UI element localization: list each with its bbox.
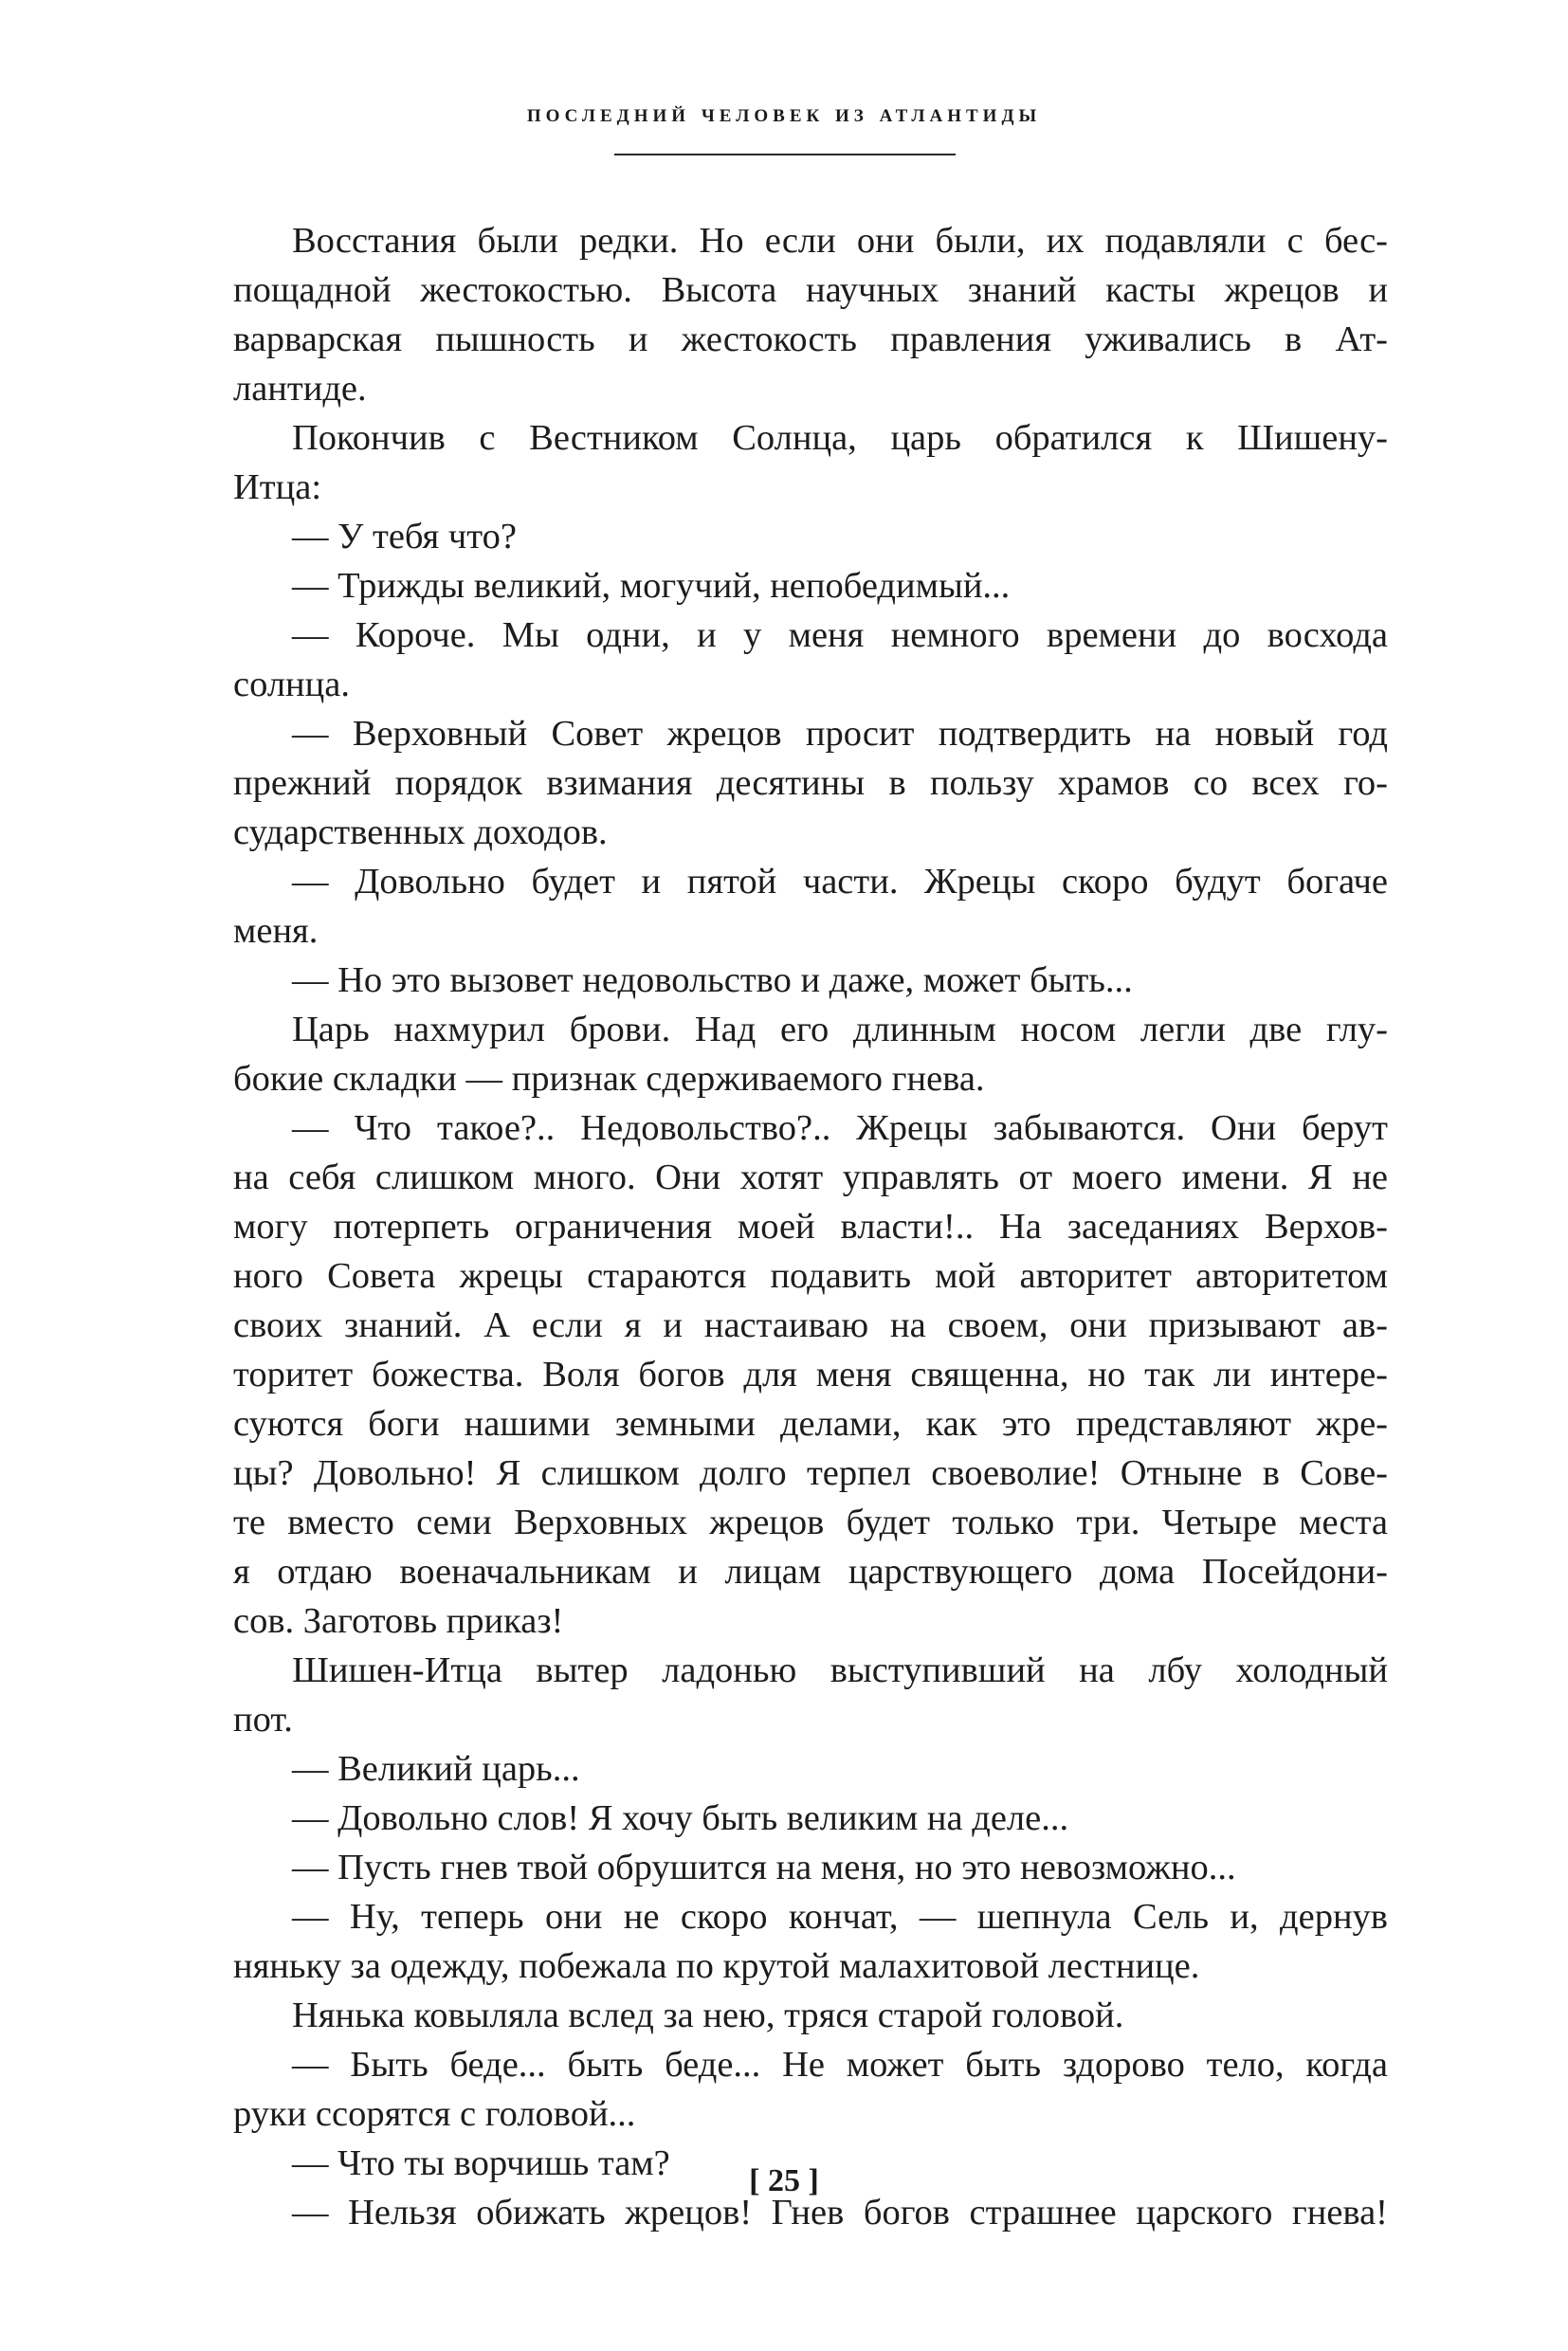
text-line: — Трижды великий, могучий, непобедимый... [292, 566, 1011, 606]
text-line: — Короче. Мы одни, и у меня немного времени до восхода [292, 615, 1388, 655]
text-line: няньку за одежду, побежала по крутой малахитовой лестнице. [233, 1946, 1200, 1986]
body-text [233, 216, 1388, 2237]
text-line: Нянька ковыляла вслед за нею, тряся старой головой. [292, 1996, 1124, 2035]
text-line: сов. Заготовь приказ! [233, 1601, 564, 1641]
text-line: — Ну, теперь они не скоро кончат, — шепнула Сель и, дернув [292, 1897, 1388, 1937]
text-line: солнца. [233, 665, 350, 704]
text-line: варварская пышность и жестокость правления уживались в Ат- [233, 319, 1388, 359]
text-line: ного Совета жрецы стараются подавить мой авторитет авторитетом [233, 1256, 1388, 1296]
text-line: — Пусть гнев твой обрушится на меня, но это невозможно... [292, 1848, 1236, 1887]
text-line: лантиде. [233, 369, 367, 409]
text-line: на себя слишком много. Они хотят управлять от моего имени. Я не [233, 1157, 1388, 1197]
text-line: — Довольно слов! Я хочу быть великим на деле... [292, 1798, 1069, 1838]
text-line: пот. [233, 1700, 293, 1740]
text-line: — Верховный Совет жрецов просит подтвердить на новый год [292, 714, 1388, 754]
text-line: руки ссорятся с головой... [233, 2094, 636, 2134]
text-line: — У тебя что? [292, 517, 517, 556]
text-line: я отдаю военачальникам и лицам царствующего дома Посейдони- [233, 1552, 1388, 1592]
text-line: — Что такое?.. Недовольство?.. Жрецы забываются. Они берут [292, 1108, 1388, 1148]
text-line: суются боги нашими земными делами, как это представляют жре- [233, 1404, 1388, 1444]
text-line: — Быть беде... быть беде... Не может быть здорово тело, когда [292, 2045, 1388, 2085]
text-line: Шишен-Итца вытер ладонью выступивший на лбу холодный [292, 1650, 1388, 1690]
text-line: Восстания были редки. Но если они были, их подавляли с бес- [292, 221, 1388, 261]
text-line: Покончив с Вестником Солнца, царь обратился к Шишену- [292, 418, 1388, 458]
text-line: — Нельзя обижать жрецов! Гнев богов страшнее царского гнева! [292, 2193, 1388, 2233]
header-rule [614, 154, 956, 155]
running-header: последний человек из атлантиды [526, 99, 1042, 127]
text-line: сударственных доходов. [233, 812, 608, 852]
text-line: своих знаний. А если я и настаиваю на своем, они призывают ав- [233, 1305, 1388, 1345]
text-line: Итца: [233, 467, 322, 507]
text-line: цы? Довольно! Я слишком долго терпел своеволие! Отныне в Сове- [233, 1453, 1388, 1493]
text-line: меня. [233, 911, 319, 951]
text-line: бокие складки — признак сдерживаемого гнева. [233, 1059, 985, 1099]
text-line: — Но это вызовет недовольство и даже, может быть... [292, 960, 1133, 1000]
text-line: Царь нахмурил брови. Над его длинным носом легли две глу- [292, 1010, 1388, 1049]
text-line: — Великий царь... [292, 1749, 580, 1789]
text-line: — Довольно будет и пятой части. Жрецы скоро будут богаче [292, 862, 1388, 902]
text-line: торитет божества. Воля богов для меня священна, но так ли интере- [233, 1355, 1388, 1394]
text-line: пощадной жестокостью. Высота научных знаний касты жрецов и [233, 270, 1388, 310]
text-line: могу потерпеть ограничения моей власти!.. На заседаниях Верхов- [233, 1207, 1388, 1247]
page-number: [ 25 ] [749, 2163, 819, 2198]
text-line: прежний порядок взимания десятины в пользу храмов со всех го- [233, 763, 1388, 803]
text-line: те вместо семи Верховных жрецов будет только три. Четыре места [233, 1503, 1388, 1542]
text-line: — Что ты ворчишь там? [292, 2143, 670, 2183]
